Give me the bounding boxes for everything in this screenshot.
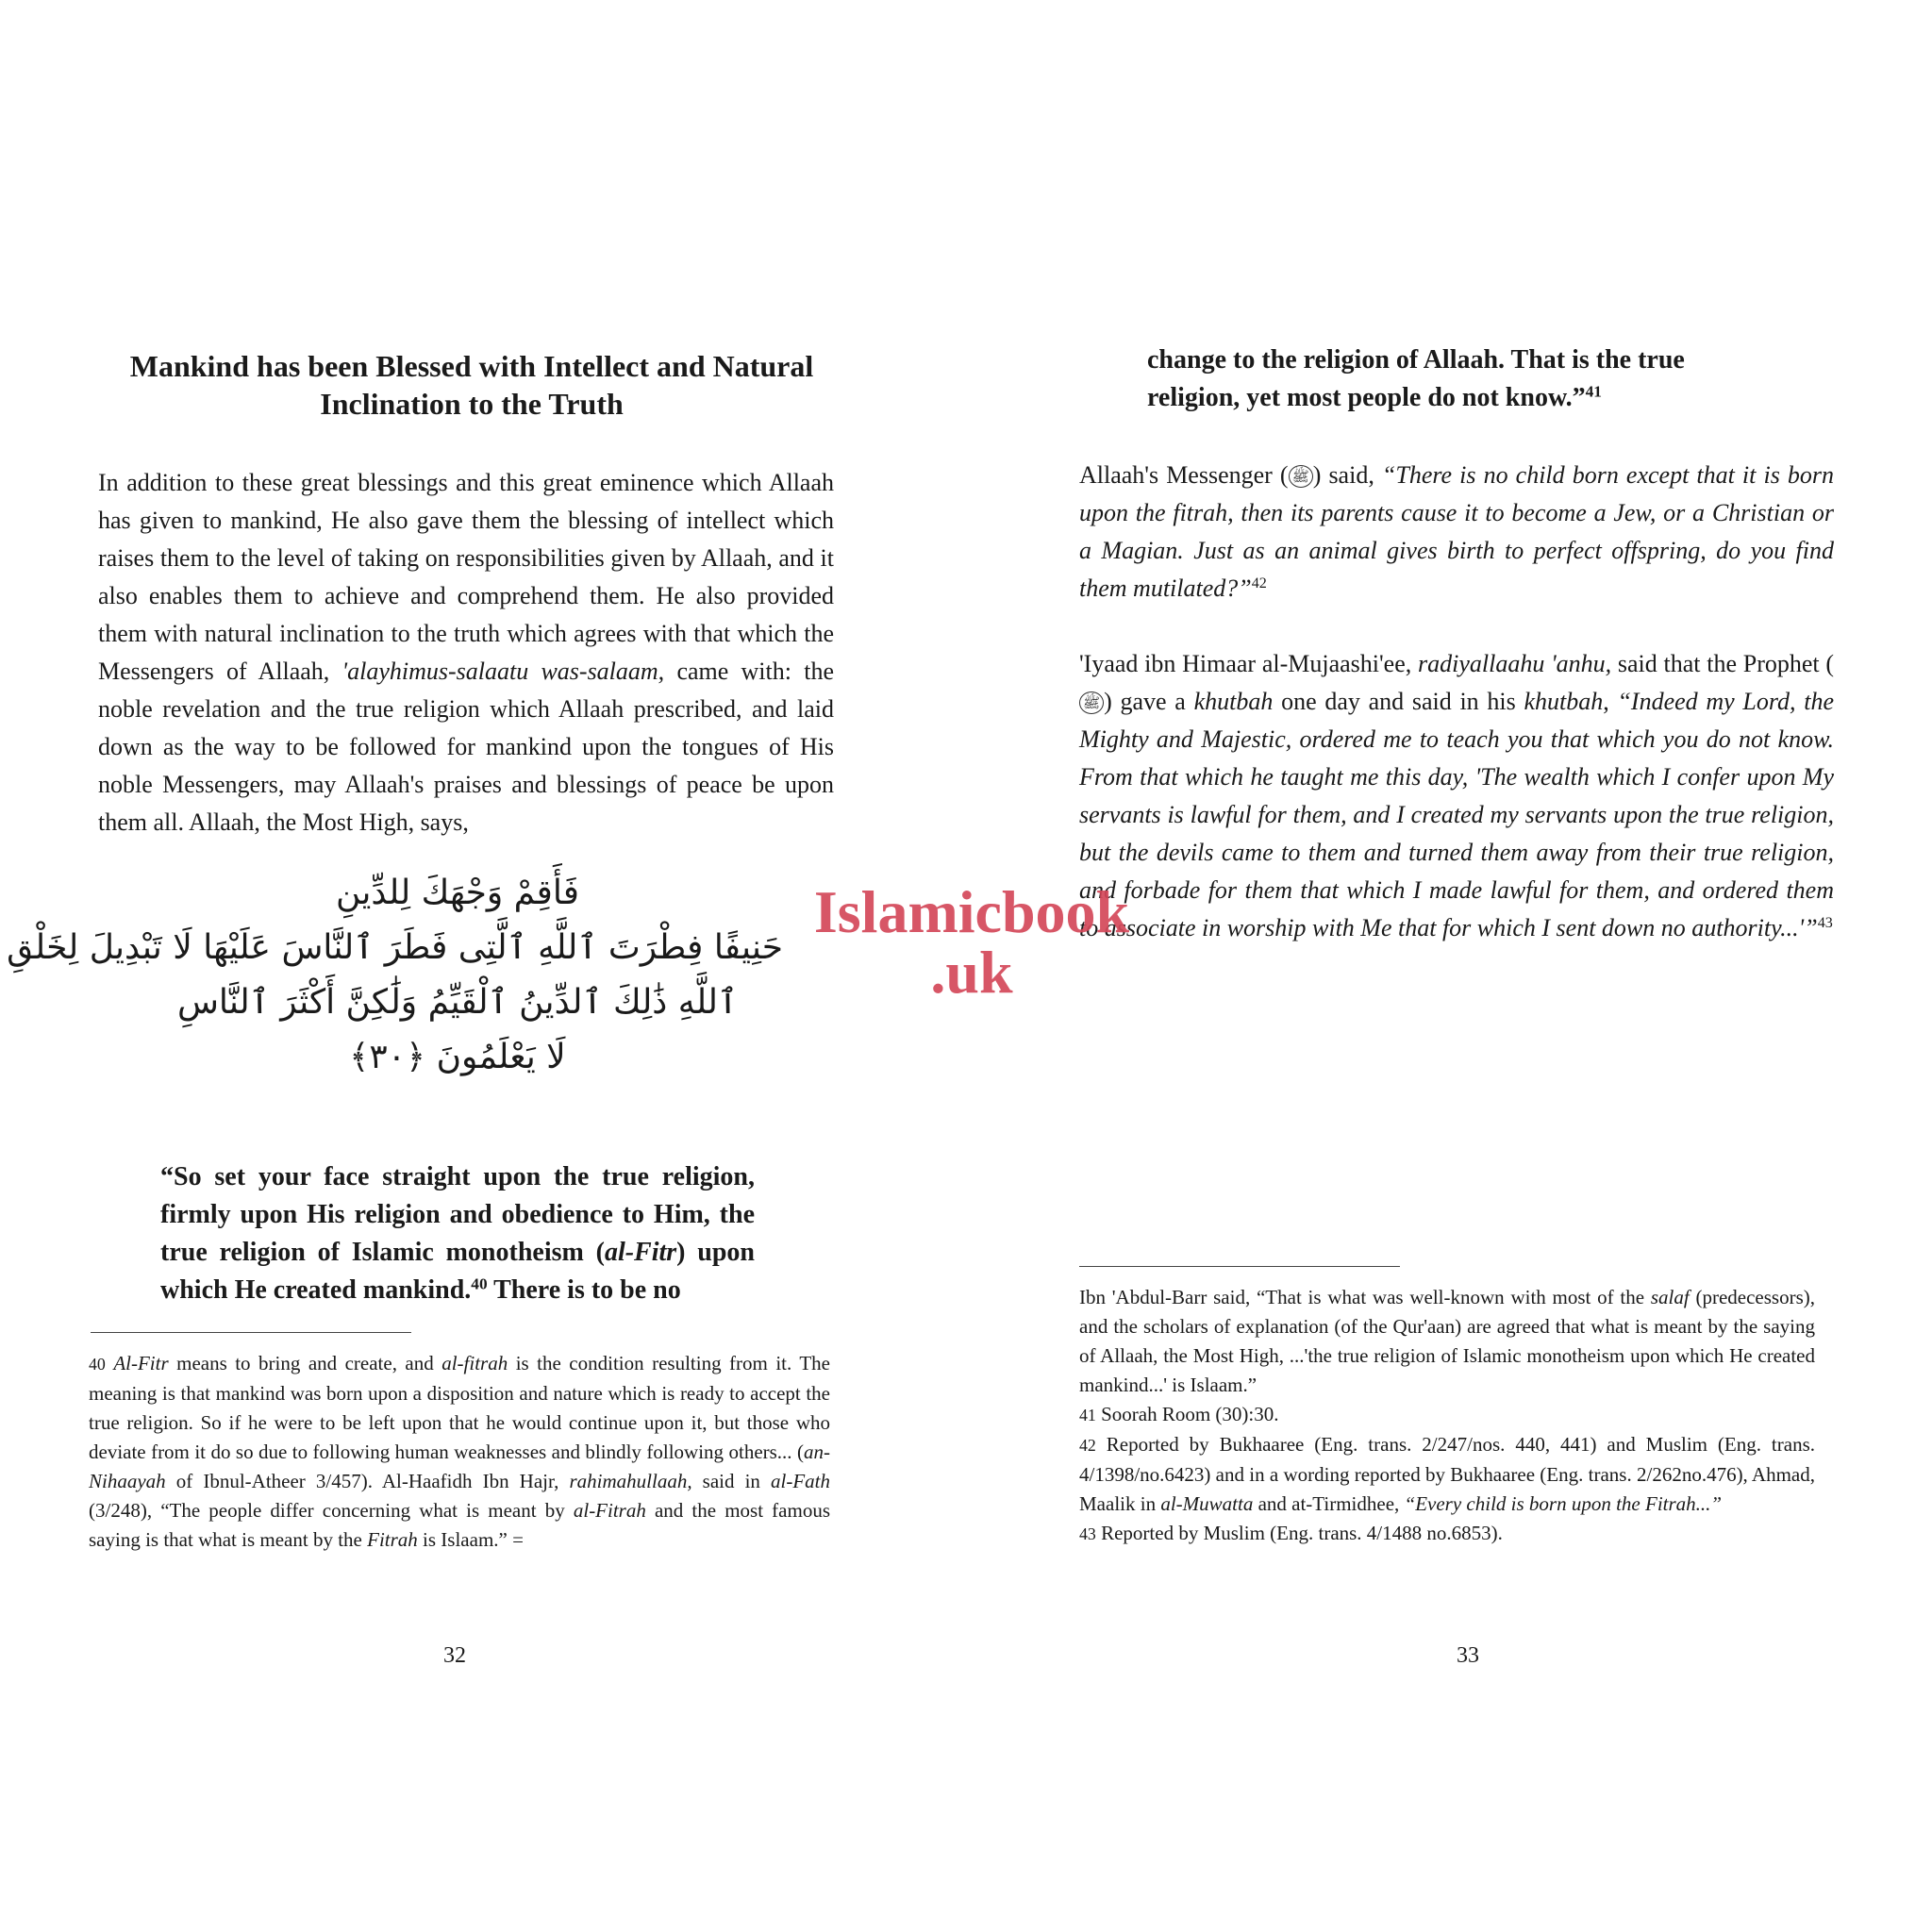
hadith-paragraph-1 bbox=[1079, 457, 1834, 608]
footnote-ref-40: 40 bbox=[471, 1274, 488, 1293]
footnote-41-text: Soorah Room (30):30. bbox=[1095, 1403, 1279, 1425]
hadith2-text-b: said that the Prophet ( bbox=[1611, 650, 1835, 677]
salutation-icon: ﷺ bbox=[1289, 465, 1313, 488]
arabic-line-4: لَا يَعْلَمُونَ ﴿٣٠﴾ bbox=[349, 1038, 566, 1076]
footnotes-left bbox=[89, 1349, 830, 1555]
verse-translation bbox=[160, 1158, 755, 1309]
fn-italic-2: al-fitrah bbox=[441, 1352, 508, 1374]
footnote-40-continued bbox=[1079, 1283, 1815, 1400]
hadith2-text-c: ) gave a bbox=[1104, 688, 1194, 715]
watermark-logo bbox=[802, 878, 1141, 1006]
fn-italic-3: an-Nihaayah bbox=[89, 1441, 830, 1492]
hadith2-italic-2: khutbah bbox=[1193, 688, 1274, 715]
footnote-43-number: 43 bbox=[1079, 1524, 1096, 1543]
footnote-42-text-a: Reported by Bukhaaree (Eng. trans. 2/247/nos. 440, 441) and Muslim (Eng. trans. 4/1398/no.6423) and in a wording reported by Bukhaaree (Eng. trans. 2/262no.476), Ahmad, Maalik in bbox=[1079, 1433, 1815, 1515]
footnote-ref-42: 42 bbox=[1251, 575, 1267, 592]
fn-italic-6: al-Fitrah bbox=[573, 1499, 646, 1522]
footnote-42 bbox=[1079, 1430, 1815, 1519]
watermark-line-1: Islamicbook bbox=[813, 878, 1130, 945]
footnote-ref-41: 41 bbox=[1585, 382, 1602, 401]
hadith2-text-e: , bbox=[1603, 688, 1618, 715]
fn-italic-4: rahimahullaah, bbox=[569, 1470, 692, 1492]
footnote-42-italic-2: “Every child is born upon the Fitrah...” bbox=[1404, 1492, 1723, 1515]
hadith2-text-d: one day and said in his bbox=[1273, 688, 1524, 715]
footnote-42-number: 42 bbox=[1079, 1436, 1096, 1455]
footnote-40 bbox=[89, 1349, 830, 1555]
footnote-43-text: Reported by Muslim (Eng. trans. 4/1488 no.6853). bbox=[1095, 1522, 1503, 1544]
footnote-40-number: 40 bbox=[89, 1355, 106, 1374]
verse-text-b: ) upon which He created mankind. bbox=[160, 1238, 756, 1305]
page-number-right: 33 bbox=[1457, 1643, 1479, 1668]
fn-text-3: of Ibnul-Atheer 3/457). Al-Haafidh Ibn Hajr, bbox=[165, 1470, 570, 1492]
verse-text-a: “So set your face straight upon the true religion, firmly upon His religion and obedience to Him, the true religion of Islamic monotheism ( bbox=[160, 1162, 755, 1267]
footnote-42-text-b: and at-Tirmidhee, bbox=[1253, 1492, 1405, 1515]
hadith1-quote: “There is no child born except that it is born upon the fitrah, then its parents cause it to become a Jew, or a Christian or a Magian. Just as an animal gives birth to perfect offspring, do you find them mutilated?” bbox=[1079, 461, 1835, 602]
fnc-text-b: (predecessors), and the scholars of explanation (of the Qur'aan) are agreed that what is meant by the saying of Allaah, the Most High, ...'the true religion of Islamic monotheism upon which He created mankind...' is Islaam.” bbox=[1079, 1286, 1815, 1396]
fn-text-4: said in bbox=[691, 1470, 771, 1492]
fn-italic-5: al-Fath bbox=[771, 1470, 830, 1492]
fn-italic-1: Al-Fitr bbox=[113, 1352, 169, 1374]
footnote-41 bbox=[1079, 1400, 1815, 1430]
fn-text-5: (3/248), “The people differ concerning what is meant by bbox=[89, 1499, 574, 1522]
fn-italic-7: Fitrah bbox=[367, 1528, 418, 1551]
verse-continuation bbox=[1147, 341, 1770, 417]
fn-text-7: is Islaam.” = bbox=[417, 1528, 524, 1551]
verse-text-c: There is to be no bbox=[487, 1275, 681, 1305]
section-heading bbox=[94, 347, 849, 423]
hadith-paragraph-2 bbox=[1079, 645, 1834, 947]
hadith1-text-a: Allaah's Messenger ( bbox=[1079, 461, 1289, 489]
footnote-ref-43: 43 bbox=[1817, 915, 1833, 932]
footnote-41-number: 41 bbox=[1079, 1406, 1096, 1424]
fnc-italic: salaf bbox=[1650, 1286, 1690, 1308]
footnote-42-italic-1: al-Muwatta bbox=[1160, 1492, 1254, 1515]
watermark-line-2: .uk bbox=[930, 939, 1013, 1006]
intro-paragraph bbox=[98, 464, 834, 841]
verse-continuation-text: change to the religion of Allaah. That is the true religion, yet most people do not know.” bbox=[1147, 345, 1685, 412]
heading-line-2: Inclination to the Truth bbox=[320, 387, 624, 421]
hadith2-quote: “Indeed my Lord, the Mighty and Majestic, ordered me to teach you that which you do not know. From that which he taught me this day, 'The wealth which I confer upon My servants is lawful for them, and I created my servants upon the true religion, but the devils came to them and turned them away from their true religion, and forbade for them that which I made lawful for them, and ordered them to associate in worship with Me that for which I sent down no authority...'” bbox=[1079, 688, 1835, 941]
fnc-text-a: Ibn 'Abdul-Barr said, “That is what was well-known with most of the bbox=[1079, 1286, 1651, 1308]
footnote-43 bbox=[1079, 1519, 1815, 1549]
arabic-line-1: فَأَقِمْ وَجْهَكَ لِلدِّينِ bbox=[335, 874, 579, 912]
hadith2-text-a: 'Iyaad ibn Himaar al-Mujaashi'ee, bbox=[1079, 650, 1419, 677]
fn-text-1: means to bring and create, and bbox=[168, 1352, 442, 1374]
intro-italic: 'alayhimus-salaatu was-salaam, bbox=[341, 658, 665, 685]
arabic-verse bbox=[7, 866, 783, 1085]
heading-line-1: Mankind has been Blessed with Intellect and Natural bbox=[129, 349, 814, 383]
verse-italic: al-Fitr bbox=[604, 1238, 677, 1267]
fn-text-6: and the most famous saying is that what is meant by the bbox=[89, 1499, 831, 1551]
arabic-line-3: ٱللَّهِ ذَٰلِكَ ٱلدِّينُ ٱلْقَيِّمُ وَلَٰكِنَّ أَكْثَرَ ٱلنَّاسِ bbox=[176, 983, 739, 1022]
intro-text-a: In addition to these great blessings and this great eminence which Allaah has given to mankind, He also gave them the blessing of intellect which raises them to the level of taking on responsibilities given by Allaah, and it also enables them to achieve and comprehend them. He also provided them with natural inclination to the truth which agrees with that which the Messengers of Allaah, bbox=[98, 469, 834, 685]
arabic-line-2: حَنِيفًا فِطْرَتَ ٱللَّهِ ٱلَّتِى فَطَرَ ٱلنَّاسَ عَلَيْهَا لَا تَبْدِيلَ لِخَلْقِ bbox=[7, 928, 783, 967]
fn-text-2: is the condition resulting from it. The meaning is that mankind was born upon a disposition and nature which is ready to accept the true religion. So if he were to be left upon that he would continue upon it, but those who deviate from it do so due to following human weaknesses and blindly following others... ( bbox=[89, 1352, 830, 1463]
hadith2-italic-1: radiyallaahu 'anhu, bbox=[1418, 650, 1612, 677]
intro-text-b: came with: the noble revelation and the true religion which Allaah prescribed, and laid down as the way to be followed for mankind upon the tongues of His noble Messengers, may Allaah's praises and blessings of peace be upon them all. Allaah, the Most High, says, bbox=[98, 658, 834, 836]
hadith1-text-b: ) said, bbox=[1312, 461, 1382, 489]
salutation-icon: ﷺ bbox=[1079, 691, 1104, 714]
footnotes-right bbox=[1079, 1283, 1815, 1549]
footnote-divider bbox=[1079, 1266, 1400, 1267]
footnote-divider bbox=[91, 1332, 411, 1333]
page-number-left: 32 bbox=[443, 1643, 466, 1668]
hadith2-italic-3: khutbah bbox=[1524, 688, 1604, 715]
